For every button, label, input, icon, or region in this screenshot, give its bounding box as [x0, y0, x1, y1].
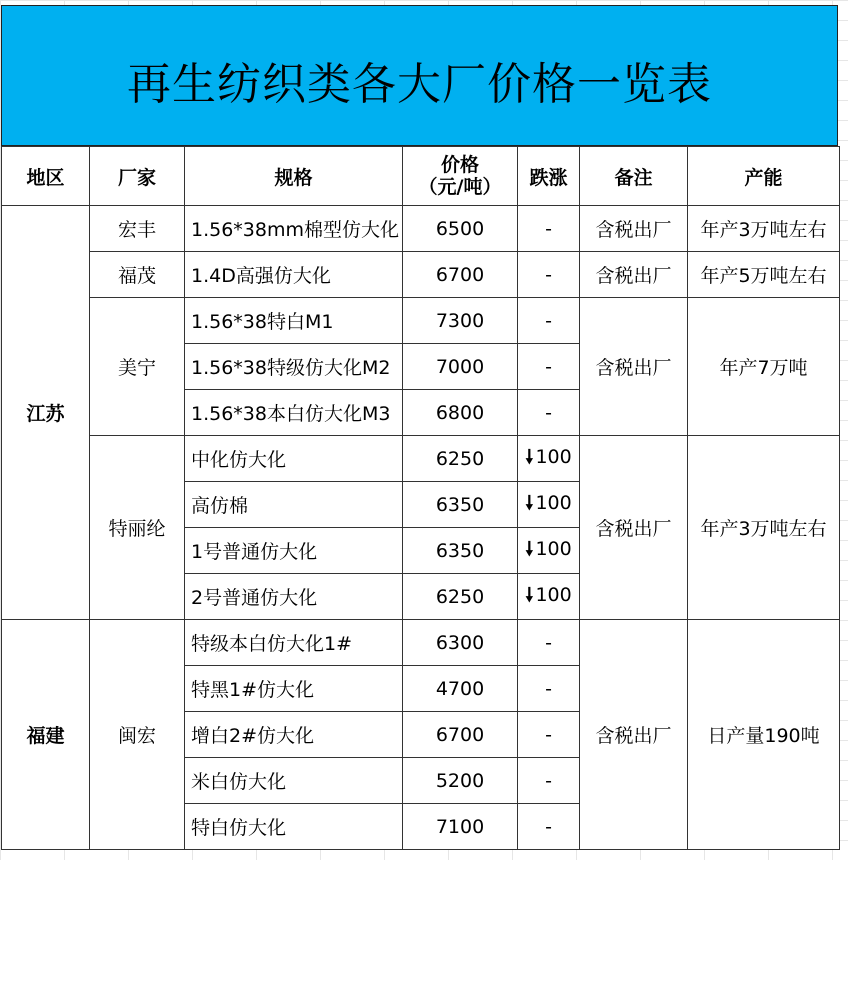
- change-cell: -: [518, 620, 580, 666]
- table-row: [2, 298, 840, 344]
- price-cell: 6700: [403, 712, 518, 758]
- change-value: 100: [535, 491, 572, 514]
- price-cell: 6250: [403, 574, 518, 620]
- header-price-line1: 价格: [440, 154, 479, 176]
- header-remark: 备注: [580, 147, 688, 206]
- price-cell: 6300: [403, 620, 518, 666]
- down-arrow-icon: 🠗: [525, 537, 534, 560]
- maker-cell: 闽宏: [90, 620, 185, 850]
- header-capacity: 产能: [688, 147, 840, 206]
- price-cell: 6350: [403, 528, 518, 574]
- change-cell: [518, 436, 580, 482]
- header-spec: 规格: [185, 147, 403, 206]
- price-cell: 6250: [403, 436, 518, 482]
- title-banner: [1, 5, 838, 146]
- spec-cell: 特黑1#仿大化: [185, 666, 403, 712]
- remark-cell: 含税出厂: [580, 436, 688, 620]
- region-cell: 福建: [2, 620, 90, 850]
- maker-cell: 福茂: [90, 252, 185, 298]
- price-table: [1, 146, 840, 850]
- change-value: 100: [535, 537, 572, 560]
- change-cell: -: [518, 804, 580, 850]
- spec-cell: 高仿棉: [185, 482, 403, 528]
- price-cell: 6500: [403, 206, 518, 252]
- maker-cell: 特丽纶: [90, 436, 185, 620]
- remark-cell: 含税出厂: [580, 620, 688, 850]
- price-cell: 7100: [403, 804, 518, 850]
- change-cell: -: [518, 206, 580, 252]
- spec-cell: 米白仿大化: [185, 758, 403, 804]
- change-value: 100: [535, 583, 572, 606]
- change-value: 100: [535, 445, 572, 468]
- header-change: 跌涨: [518, 147, 580, 206]
- spec-cell: 增白2#仿大化: [185, 712, 403, 758]
- remark-cell: 含税出厂: [580, 298, 688, 436]
- change-cell: -: [518, 390, 580, 436]
- header-price-line2: （元/吨）: [418, 176, 502, 198]
- spec-cell: 1.56*38特级仿大化M2: [185, 344, 403, 390]
- header-region: 地区: [2, 147, 90, 206]
- capacity-cell: 年产7万吨: [688, 298, 840, 436]
- spec-cell: 特白仿大化: [185, 804, 403, 850]
- price-cell: 6350: [403, 482, 518, 528]
- price-cell: 4700: [403, 666, 518, 712]
- change-cell: -: [518, 298, 580, 344]
- down-arrow-icon: 🠗: [525, 583, 534, 606]
- capacity-cell: 日产量190吨: [688, 620, 840, 850]
- spec-cell: 2号普通仿大化: [185, 574, 403, 620]
- spec-cell: 1.56*38mm棉型仿大化: [185, 206, 403, 252]
- header-row: [2, 147, 840, 206]
- table-row: [2, 436, 840, 482]
- sheet-title: 再生纺织类各大厂价格一览表: [127, 58, 712, 110]
- change-cell: [518, 482, 580, 528]
- price-cell: 6800: [403, 390, 518, 436]
- spec-cell: 1.4D高强仿大化: [185, 252, 403, 298]
- header-maker: 厂家: [90, 147, 185, 206]
- change-cell: [518, 574, 580, 620]
- table-row: [2, 620, 840, 666]
- change-cell: -: [518, 252, 580, 298]
- price-cell: 5200: [403, 758, 518, 804]
- change-cell: -: [518, 344, 580, 390]
- capacity-cell: 年产3万吨左右: [688, 436, 840, 620]
- down-arrow-icon: 🠗: [525, 491, 534, 514]
- spec-cell: 中化仿大化: [185, 436, 403, 482]
- remark-cell: 含税出厂: [580, 206, 688, 252]
- spec-cell: 1号普通仿大化: [185, 528, 403, 574]
- maker-cell: 美宁: [90, 298, 185, 436]
- change-cell: [518, 528, 580, 574]
- table-row: [2, 252, 840, 298]
- region-cell: 江苏: [2, 206, 90, 620]
- price-cell: 6700: [403, 252, 518, 298]
- change-cell: -: [518, 712, 580, 758]
- price-cell: 7000: [403, 344, 518, 390]
- capacity-cell: 年产3万吨左右: [688, 206, 840, 252]
- table-row: [2, 206, 840, 252]
- empty-area: [0, 860, 848, 997]
- remark-cell: 含税出厂: [580, 252, 688, 298]
- header-price: [403, 147, 518, 206]
- change-cell: -: [518, 758, 580, 804]
- maker-cell: 宏丰: [90, 206, 185, 252]
- spec-cell: 特级本白仿大化1#: [185, 620, 403, 666]
- spec-cell: 1.56*38本白仿大化M3: [185, 390, 403, 436]
- change-cell: -: [518, 666, 580, 712]
- down-arrow-icon: 🠗: [525, 445, 534, 468]
- capacity-cell: 年产5万吨左右: [688, 252, 840, 298]
- spec-cell: 1.56*38特白M1: [185, 298, 403, 344]
- price-cell: 7300: [403, 298, 518, 344]
